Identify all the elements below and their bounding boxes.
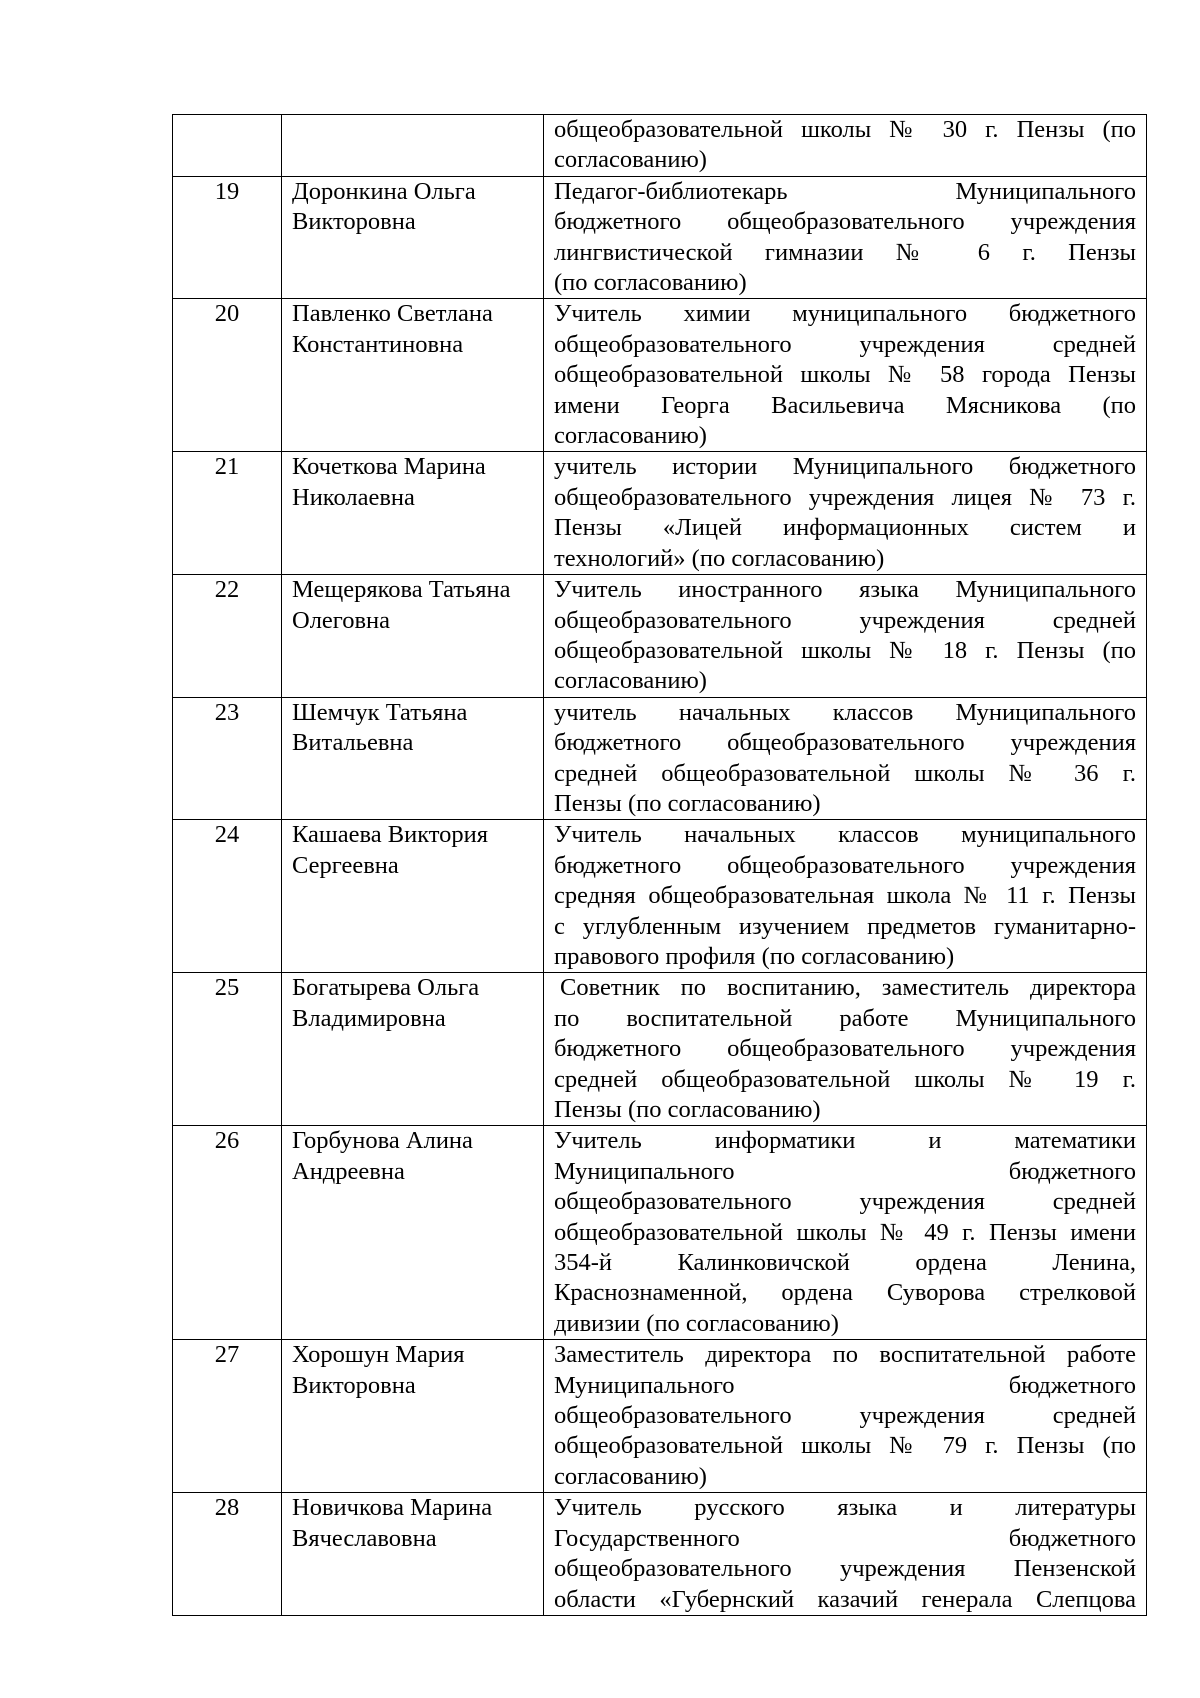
- row-number: 22: [173, 575, 282, 698]
- member-position: Учитель химии муниципального бюджетного общеобразовательного учреждения средней общеобразовательной школы № 58 города Пензы имени Георга Васильевича Мясникова (по согласованию): [544, 299, 1147, 452]
- member-position: общеобразовательной школы № 30 г. Пензы (по согласованию): [544, 115, 1147, 177]
- member-name: Хорошун Мария Викторовна: [282, 1340, 544, 1493]
- member-position: Педагог-библиотекарь Муниципального бюджетного общеобразовательного учреждения лингвистической гимназии № 6 г. Пензы (по согласованию): [544, 176, 1147, 299]
- member-position: учитель истории Муниципального бюджетного общеобразовательного учреждения лицея № 73 г. Пензы «Лицей информационных систем и технологий» (по согласованию): [544, 452, 1147, 575]
- row-number: 23: [173, 697, 282, 820]
- member-name: Кашаева Виктория Сергеевна: [282, 820, 544, 973]
- member-position: Советник по воспитанию, заместитель директора по воспитательной работе Муниципального бюджетного общеобразовательного учреждения средней общеобразовательной школы № 19 г. Пензы (по согласованию): [544, 973, 1147, 1126]
- member-name: Мещерякова Татьяна Олеговна: [282, 575, 544, 698]
- member-position: учитель начальных классов Муниципального бюджетного общеобразовательного учреждения средней общеобразовательной школы № 36 г. Пензы (по согласованию): [544, 697, 1147, 820]
- row-number: 25: [173, 973, 282, 1126]
- row-number: 27: [173, 1340, 282, 1493]
- row-number: [173, 115, 282, 177]
- table-row: [173, 1126, 1147, 1340]
- table-row: [173, 575, 1147, 698]
- member-name: Павленко Светлана Константиновна: [282, 299, 544, 452]
- row-number: 19: [173, 176, 282, 299]
- member-name: Горбунова Алина Андреевна: [282, 1126, 544, 1340]
- table-row: [173, 973, 1147, 1126]
- row-number: 26: [173, 1126, 282, 1340]
- member-name: Доронкина Ольга Викторовна: [282, 176, 544, 299]
- table-row: [173, 1493, 1147, 1616]
- row-number: 28: [173, 1493, 282, 1616]
- member-position: Учитель русского языка и литературы Государственного бюджетного общеобразовательного учреждения Пензенской области «Губернский казачий генерала Слепцова: [544, 1493, 1147, 1616]
- table-row: [173, 115, 1147, 177]
- row-number: 20: [173, 299, 282, 452]
- member-name: Богатырева Ольга Владимировна: [282, 973, 544, 1126]
- member-position: Учитель начальных классов муниципального бюджетного общеобразовательного учреждения средняя общеобразовательная школа № 11 г. Пензы с углубленным изучением предметов гуманитарно- правового профиля (по согласованию): [544, 820, 1147, 973]
- members-table-body: [173, 115, 1147, 1616]
- member-name: Новичкова Марина Вячеславовна: [282, 1493, 544, 1616]
- row-number: 21: [173, 452, 282, 575]
- table-row: [173, 176, 1147, 299]
- members-table: [172, 114, 1147, 1616]
- member-position: Учитель информатики и математики Муниципального бюджетного общеобразовательного учреждения средней общеобразовательной школы № 49 г. Пензы имени 354-й Калинковичской ордена Ленина, Краснознаменной, ордена Суворова стрелковой дивизии (по согласованию): [544, 1126, 1147, 1340]
- member-position: Заместитель директора по воспитательной работе Муниципального бюджетного общеобразовательного учреждения средней общеобразовательной школы № 79 г. Пензы (по согласованию): [544, 1340, 1147, 1493]
- table-row: [173, 299, 1147, 452]
- member-name: [282, 115, 544, 177]
- table-row: [173, 452, 1147, 575]
- member-name: Шемчук Татьяна Витальевна: [282, 697, 544, 820]
- table-row: [173, 697, 1147, 820]
- table-row: [173, 1340, 1147, 1493]
- member-name: Кочеткова Марина Николаевна: [282, 452, 544, 575]
- table-row: [173, 820, 1147, 973]
- member-position: Учитель иностранного языка Муниципального общеобразовательного учреждения средней общеобразовательной школы № 18 г. Пензы (по согласованию): [544, 575, 1147, 698]
- row-number: 24: [173, 820, 282, 973]
